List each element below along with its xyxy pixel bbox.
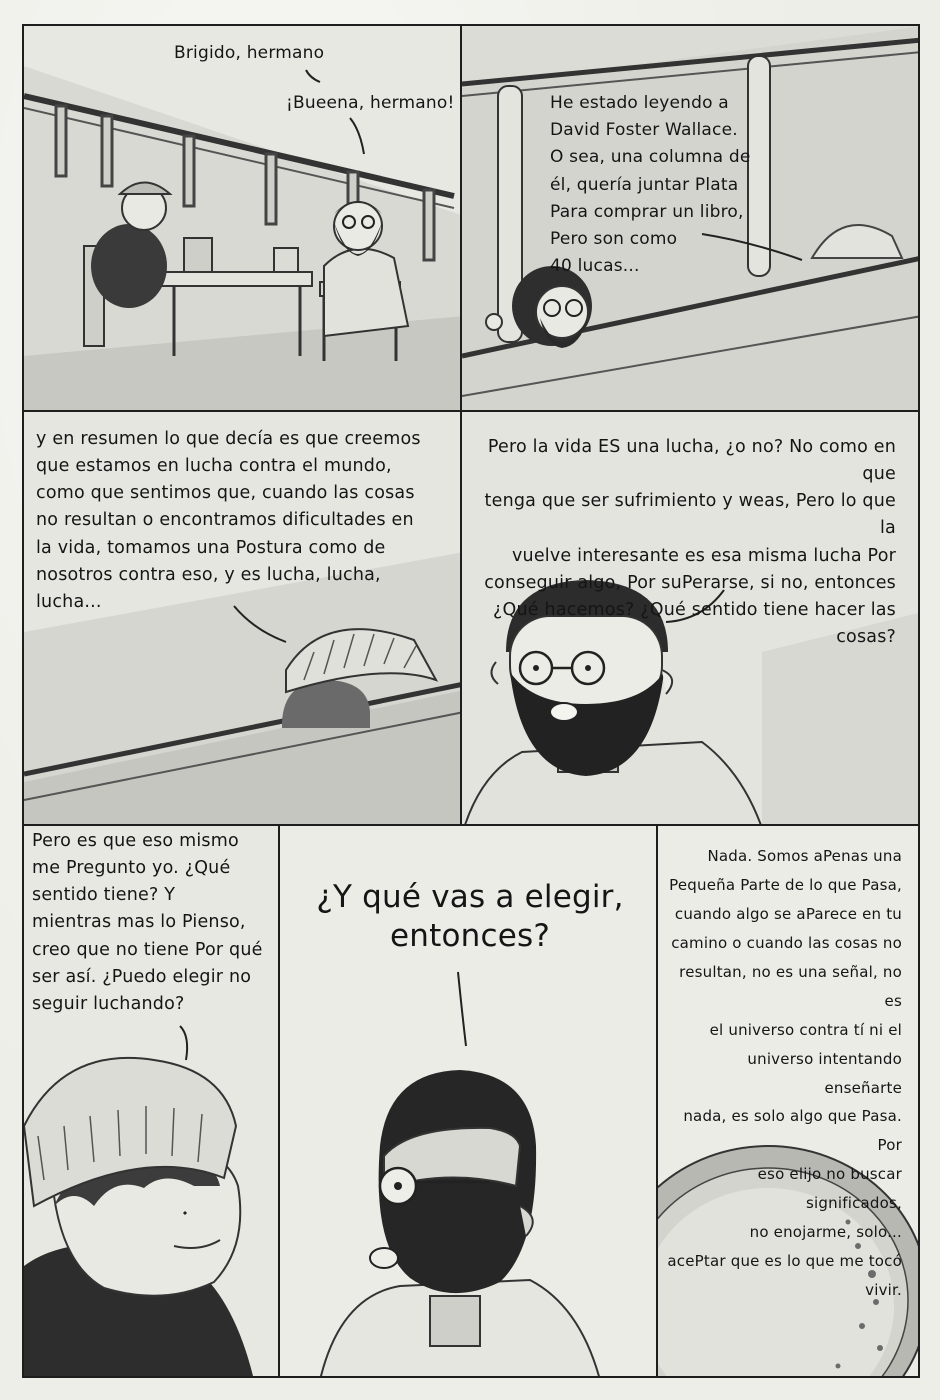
speech-bueena-hermano: ¡Bueena, hermano! bbox=[286, 93, 455, 113]
panel-3 bbox=[22, 410, 462, 826]
panel-5 bbox=[22, 824, 280, 1378]
speech-en-resumen: y en resumen lo que decía es que creemos que estamos en lucha contra el mundo, como que sentimos que, cuando las cosas no resultan o encontramos dificultades en la vida, tomamos una Postura como de nosotros contra eso, y es lucha, lucha, lucha... bbox=[36, 429, 421, 612]
speech-pero-la-vida: Pero la vida ES una lucha, ¿o no? No como en que tenga que ser sufrimiento y weas, Pero lo que la vuelve interesante es esa misma lucha Por conseguir algo, Por suPerarse, si no, entonces ¿Qué hacemos? ¿Qué sentido tiene hacer las cosas? bbox=[484, 437, 896, 647]
speech-nada-somos-apenas: Nada. Somos aPenas una Pequeña Parte de lo que Pasa, cuando algo se aParece en tu camino o cuando las cosas no resultan, no es una señal, no es el universo contra tí ni el universo intentando enseñarte nada, es solo algo que Pasa. Por eso elijo no buscar significados, no enojarme, solo... acePtar que es lo que me tocó vivir. bbox=[667, 847, 902, 1300]
panel-7 bbox=[656, 824, 920, 1378]
panel-1 bbox=[22, 24, 462, 412]
panel-4 bbox=[460, 410, 920, 826]
speech-david-foster-wallace: He estado leyendo a David Foster Wallace. O sea, una columna de él, quería juntar Plata Para comprar un libro, Pero son como 40 lucas... bbox=[550, 93, 751, 277]
speech-y-que-vas-a-elegir: ¿Y qué vas a elegir, entonces? bbox=[316, 879, 624, 954]
panel-2 bbox=[460, 24, 920, 412]
panel-6 bbox=[278, 824, 658, 1378]
speech-pero-es-que-eso: Pero es que eso mismo me Pregunto yo. ¿Qué sentido tiene? Y mientras mas lo Pienso, creo que no tiene Por qué ser así. ¿Puedo elegir no seguir luchando? bbox=[32, 831, 263, 1014]
panel-1-art bbox=[24, 26, 462, 412]
speech-brigido-hermano: Brigido, hermano bbox=[174, 43, 325, 63]
